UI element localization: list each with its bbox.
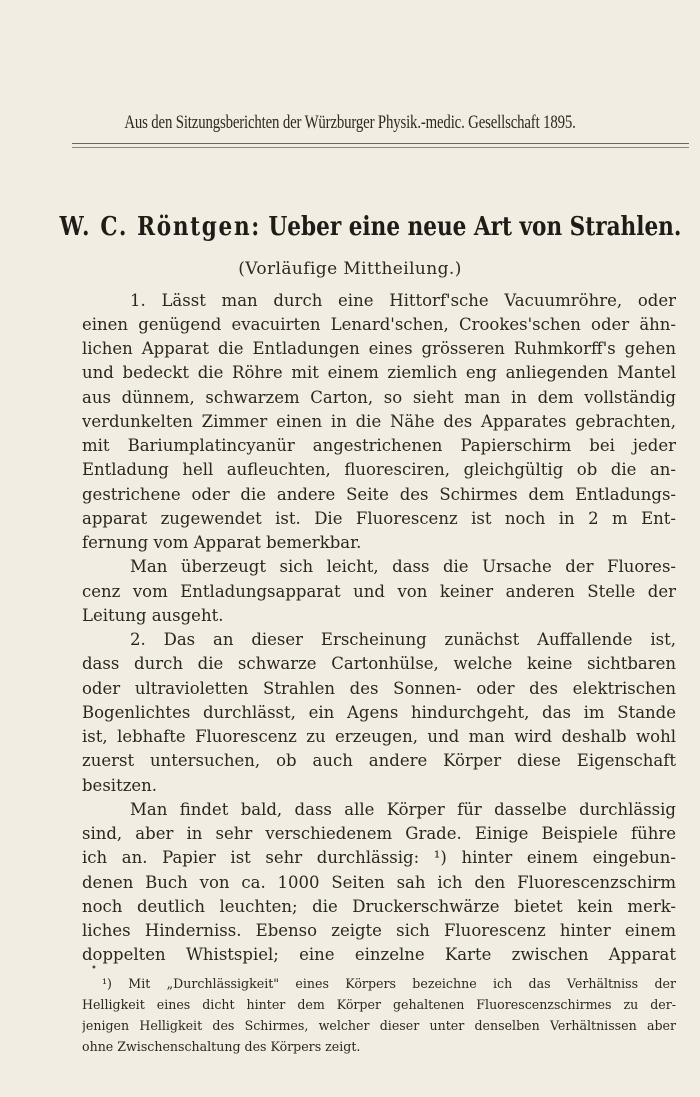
body-line: gestrichene oder die andere Seite des Schirmes dem Entladungs- xyxy=(82,485,676,504)
body-line: noch deutlich leuchten; die Druckerschwärze bietet kein merk- xyxy=(82,897,676,916)
article-author: W. C. Röntgen: xyxy=(59,212,261,242)
body-line: liches Hinderniss. Ebenso zeigte sich Fluorescenz hinter einem xyxy=(82,921,676,940)
body-line: verdunkelten Zimmer einen in die Nähe des Apparates gebrachten, xyxy=(82,412,676,431)
body-line: sind, aber in sehr verschiedenem Grade. Einige Beispiele führe xyxy=(82,824,676,843)
body-line: Leitung ausgeht. xyxy=(82,606,224,625)
body-line: Man überzeugt sich leicht, dass die Ursache der Fluores- xyxy=(130,557,676,576)
body-line: lichen Apparat die Entladungen eines grösseren Ruhmkorff's gehen xyxy=(82,339,676,358)
footnote-line: ¹) Mit „Durchlässigkeit" eines Körpers bezeichne ich das Verhältniss der xyxy=(102,976,676,991)
body-line: besitzen. xyxy=(82,776,158,795)
footnote-line: jenigen Helligkeit des Schirmes, welcher dieser unter denselben Verhältnissen aber xyxy=(82,1018,676,1033)
body-line: cenz vom Entladungsapparat und von keiner anderen Stelle der xyxy=(82,582,676,601)
body-line: doppelten Whistspiel; eine einzelne Karte zwischen Apparat xyxy=(82,945,676,964)
body-line: denen Buch von ca. 1000 Seiten sah ich den Fluorescenzschirm xyxy=(82,873,676,892)
body-line: dass durch die schwarze Cartonhülse, welche keine sichtbaren xyxy=(82,654,676,673)
body-line: oder ultravioletten Strahlen des Sonnen- oder des elektrischen xyxy=(82,679,676,698)
article-title-text: Ueber eine neue Art von Strahlen. xyxy=(268,212,682,242)
article-subtitle: (Vorläufige Mittheilung.) xyxy=(238,259,462,279)
body-line: ist, lebhafte Fluorescenz zu erzeugen, und man wird deshalb wohl xyxy=(82,727,676,746)
body-line: zuerst untersuchen, ob auch andere Körper diese Eigenschaft xyxy=(82,751,676,770)
body-line: Bogenlichtes durchlässt, ein Agens hindurchgeht, das im Stande xyxy=(82,703,676,722)
body-line: einen genügend evacuirten Lenard'schen, Crookes'schen oder ähn- xyxy=(82,315,676,334)
body-line: mit Bariumplatincyanür angestrichenen Papierschirm bei jeder xyxy=(82,436,676,455)
body-line: fernung vom Apparat bemerkbar. xyxy=(82,533,362,552)
header-rule xyxy=(72,143,689,144)
body-line: ich an. Papier ist sehr durchlässig: ¹) hinter einem eingebun- xyxy=(82,848,676,867)
header-rule-double xyxy=(72,147,689,148)
body-line: 1. Lässt man durch eine Hittorf'sche Vacuumröhre, oder xyxy=(130,291,676,310)
body-line: aus dünnem, schwarzem Carton, so sieht man in dem vollständig xyxy=(82,388,676,407)
footnote-line: ohne Zwischenschaltung des Körpers zeigt. xyxy=(82,1039,361,1054)
body-line: Entladung hell aufleuchten, fluoresciren, gleichgültig ob die an- xyxy=(82,460,676,479)
body-line: apparat zugewendet ist. Die Fluorescenz ist noch in 2 m Ent- xyxy=(82,509,676,528)
running-header: Aus den Sitzungsberichten der Würzburger Physik.-medic. Gesellschaft 1895. xyxy=(124,112,576,133)
article-title xyxy=(59,212,682,242)
body-line: und bedeckt die Röhre mit einem ziemlich eng anliegenden Mantel xyxy=(82,363,676,382)
body-line: 2. Das an dieser Erscheinung zunächst Auffallende ist, xyxy=(130,630,676,649)
footnote-separator-mark: • xyxy=(91,963,97,974)
footnote-line: Helligkeit eines dicht hinter dem Körper gehaltenen Fluorescenzschirmes zu der- xyxy=(82,997,676,1012)
body-line: Man findet bald, dass alle Körper für dasselbe durchlässig xyxy=(130,800,676,819)
